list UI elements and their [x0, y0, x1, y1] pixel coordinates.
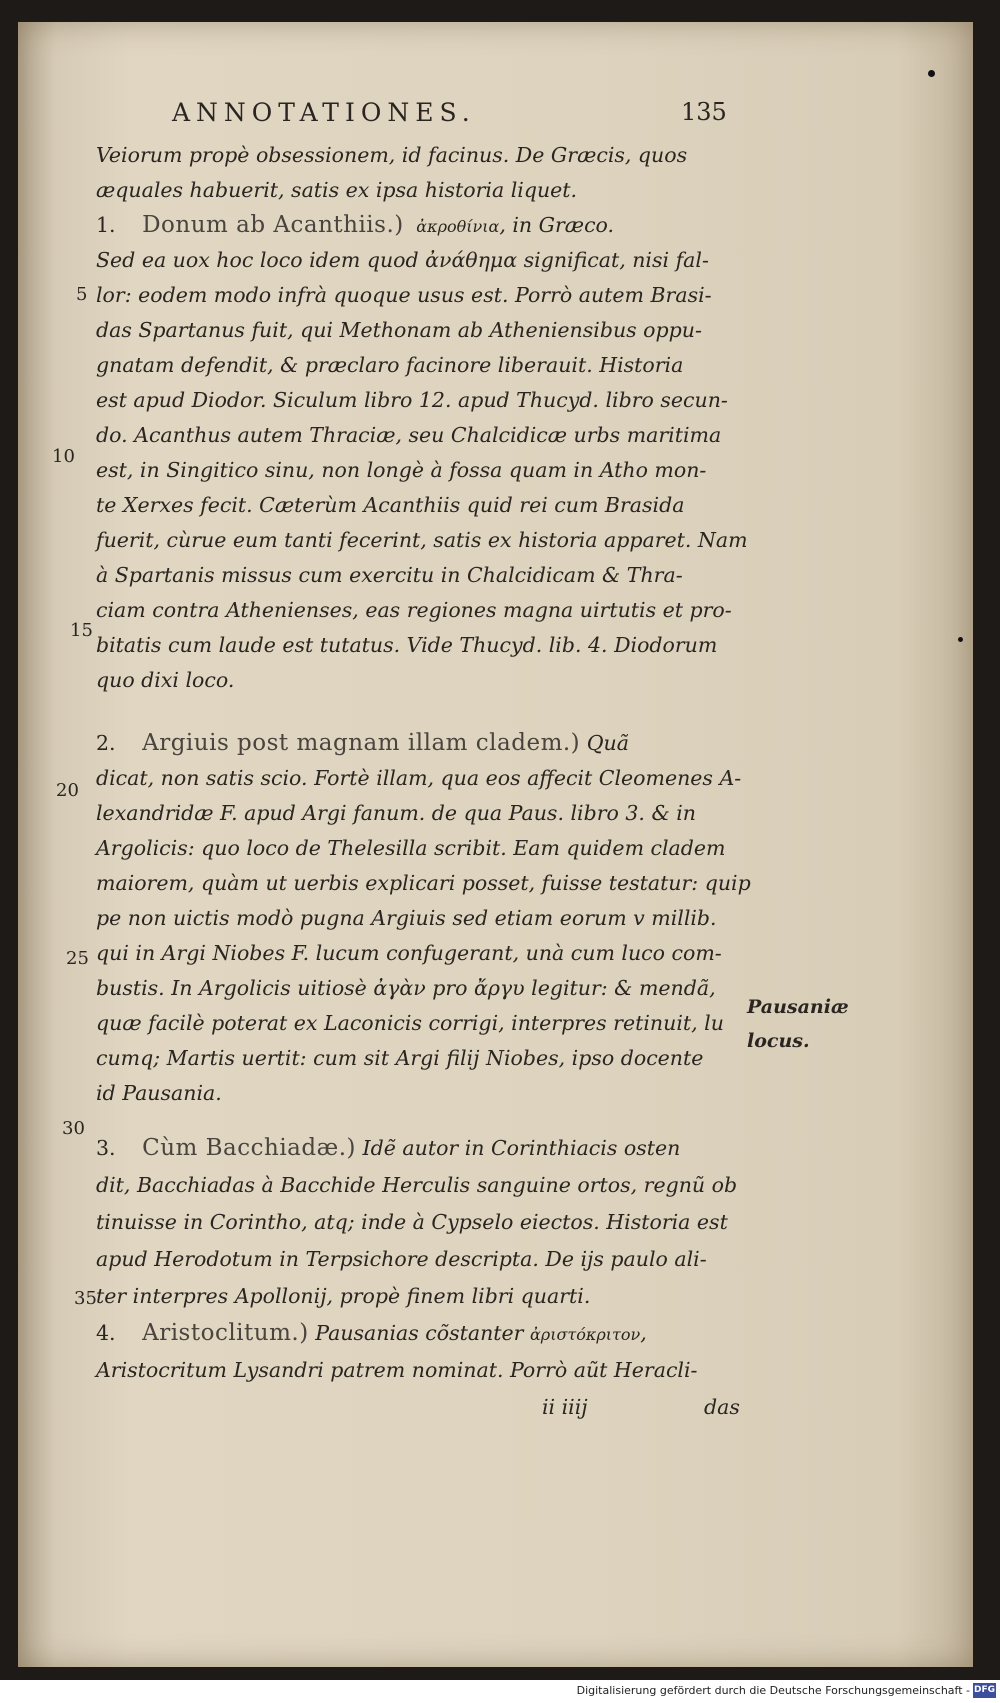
- entry-text: , in Græco.: [499, 213, 615, 237]
- line-number: 10: [52, 446, 75, 467]
- entry-lemma: Aristoclitum.): [142, 1320, 309, 1346]
- dfg-logo: DFG: [973, 1683, 996, 1698]
- running-title: ANNOTATIONES.: [172, 98, 476, 127]
- signature-line: [96, 1389, 740, 1425]
- text-line: fuerit, cùrue eum tanti fecerint, satis ex historia apparet. Nam: [96, 528, 748, 552]
- text-line: tinuisse in Corintho, atq; inde à Cypselo eiectos. Historia est: [96, 1210, 728, 1234]
- text-line: est, in Singitico sinu, non longè à fossa quam in Atho mon-: [96, 458, 707, 482]
- text-line: cumq; Martis uertit: cum sit Argi filij Niobes, ipso docente: [96, 1046, 704, 1070]
- page-number: 135: [681, 98, 727, 126]
- entry-number: 2.: [96, 731, 116, 755]
- text-line: das Spartanus fuit, qui Methonam ab Atheniensibus oppu-: [96, 318, 702, 342]
- text-line: quo dixi loco.: [96, 668, 235, 692]
- text-line: dicat, non satis scio. Fortè illam, qua eos affecit Cleomenes A-: [96, 766, 742, 790]
- entry-number: 4.: [96, 1321, 116, 1345]
- text-line: gnatam defendit, & præclaro facinore liberauit. Historia: [96, 353, 684, 377]
- greek-word: ἀριστόκριτον: [529, 1325, 641, 1344]
- entry-number: 3.: [96, 1136, 116, 1160]
- signature-mark: ii iiij: [542, 1395, 588, 1419]
- annotation-entry-1: [96, 207, 736, 243]
- ink-dot: [928, 70, 935, 77]
- text-line: do. Acanthus autem Thraciæ, seu Chalcidicæ urbs maritima: [96, 423, 722, 447]
- greek-word: ἀκροθίνια: [416, 217, 500, 236]
- entry-text: ,: [640, 1321, 647, 1345]
- text-line: à Spartanis missus cum exercitu in Chalcidicam & Thra-: [96, 563, 683, 587]
- text-line: æquales habuerit, satis ex ipsa historia liquet.: [96, 178, 578, 202]
- margin-note-line: Pausaniæ: [747, 996, 849, 1018]
- text-line: pe non uictis modò pugna Argiuis sed etiam eorum v millib.: [96, 906, 717, 930]
- text-line: est apud Diodor. Siculum libro 12. apud Thucyd. libro secun-: [96, 388, 728, 412]
- annotation-entry-3: [96, 1130, 736, 1166]
- entry-text: Pausanias cõstanter: [308, 1321, 530, 1345]
- text-line: lexandridæ F. apud Argi fanum. de qua Paus. libro 3. & in: [96, 801, 696, 825]
- text-line: bustis. In Argolicis uitiosè ἀγὰν pro ἄργυ legitur: & mendã,: [96, 976, 716, 1000]
- line-number: 30: [62, 1118, 85, 1139]
- digitization-credit: Digitalisierung gefördert durch die Deutsche Forschungsgemeinschaft -: [576, 1684, 970, 1697]
- entry-lemma: Argiuis post magnam illam cladem.): [142, 730, 581, 756]
- line-number: 20: [56, 780, 79, 801]
- line-number: 35: [74, 1288, 97, 1309]
- text-line: lor: eodem modo infrà quoque usus est. Porrò autem Brasi-: [96, 283, 712, 307]
- annotation-entry-2: [96, 725, 736, 761]
- text-line: Argolicis: quo loco de Thelesilla scribit. Eam quidem cladem: [96, 836, 726, 860]
- text-line: dit, Bacchiadas à Bacchide Herculis sanguine ortos, regnũ ob: [96, 1173, 738, 1197]
- entry-number: 1.: [96, 213, 116, 237]
- text-line: qui in Argi Niobes F. lucum confugerant, unà cum luco com-: [96, 941, 722, 965]
- line-number: 5: [76, 284, 88, 305]
- entry-lemma: Donum ab Acanthiis.): [142, 212, 404, 238]
- text-line: te Xerxes fecit. Cæterùm Acanthiis quid rei cum Brasida: [96, 493, 685, 517]
- margin-note-line: locus.: [747, 1030, 810, 1052]
- text-line: bitatis cum laude est tutatus. Vide Thucyd. lib. 4. Diodorum: [96, 633, 718, 657]
- text-line: apud Herodotum in Terpsichore descripta. De ijs paulo ali-: [96, 1247, 707, 1271]
- text-line: id Pausania.: [96, 1081, 222, 1105]
- entry-lemma: Cùm Bacchiadæ.): [142, 1135, 357, 1161]
- text-line: quæ facilè poterat ex Laconicis corrigi, interpres retinuit, lu: [96, 1011, 724, 1035]
- text-line: ter interpres Apollonij, propè finem libri quarti.: [96, 1284, 591, 1308]
- line-number: 25: [66, 948, 89, 969]
- text-line: ciam contra Athenienses, eas regiones magna uirtutis et pro-: [96, 598, 732, 622]
- text-line: Sed ea uox hoc loco idem quod ἀνάθημα significat, nisi fal-: [96, 248, 709, 272]
- entry-text: Quã: [580, 731, 629, 755]
- text-line: Veiorum propè obsessionem, id facinus. De Græcis, quos: [96, 143, 688, 167]
- text-line: Aristocritum Lysandri patrem nominat. Porrò aũt Heracli-: [96, 1358, 698, 1382]
- text-line: maiorem, quàm ut uerbis explicari posset, fuisse testatur: quip: [96, 871, 751, 895]
- entry-text: Idẽ autor in Corinthiacis osten: [356, 1136, 681, 1160]
- annotation-entry-4: [96, 1315, 736, 1351]
- catchword: das: [704, 1395, 740, 1419]
- ink-dot: [958, 637, 963, 642]
- line-number: 15: [70, 620, 93, 641]
